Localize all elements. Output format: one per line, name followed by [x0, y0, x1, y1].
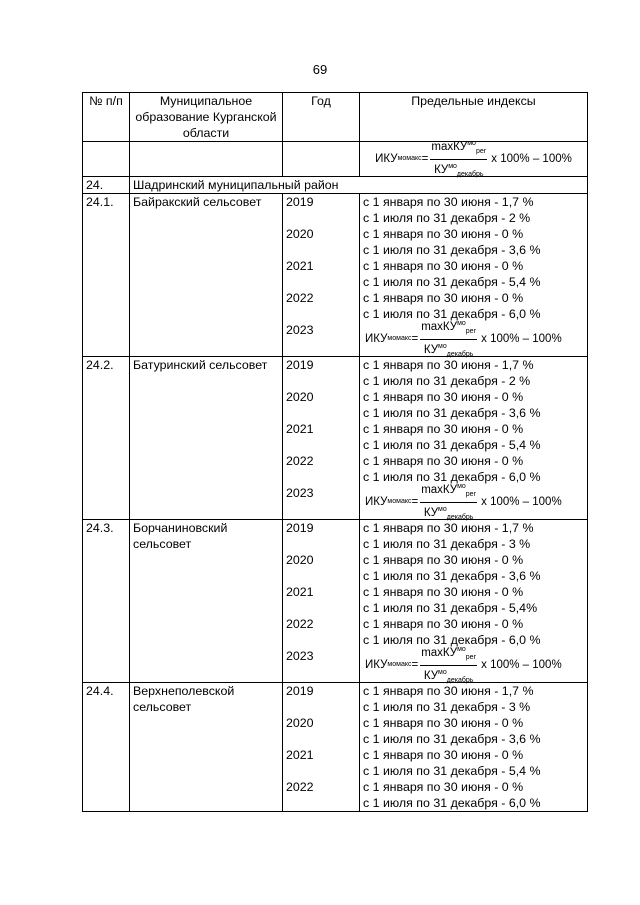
index-line: с 1 июля по 31 декабря - 3,6 %	[363, 406, 541, 420]
table-row	[83, 683, 588, 812]
row-indices	[360, 683, 588, 812]
year-cell: 2020	[286, 553, 314, 567]
row-municipality: Борчаниновский сельсовет	[130, 520, 283, 683]
index-line: с 1 июля по 31 декабря - 3,6 %	[363, 243, 541, 257]
year-cell: 2019	[286, 358, 314, 372]
row-indices	[360, 194, 588, 357]
index-line: с 1 января по 30 июня - 0 %	[363, 227, 524, 241]
index-line: с 1 января по 30 июня - 0 %	[363, 454, 524, 468]
index-line: с 1 июля по 31 декабря - 5,4 %	[363, 438, 541, 452]
index-line: с 1 января по 30 июня - 0 %	[363, 422, 524, 436]
index-line: с 1 июля по 31 декабря - 3,6 %	[363, 732, 541, 746]
row-num: 24.4.	[83, 683, 130, 812]
index-line: с 1 января по 30 июня - 0 %	[363, 390, 524, 404]
section-row	[83, 177, 588, 194]
formula-row	[83, 142, 588, 177]
row-years	[283, 357, 360, 520]
table-row	[83, 194, 588, 357]
indices-table	[82, 92, 588, 812]
year-cell: 2022	[286, 780, 314, 794]
row-municipality: Верхнеполевской сельсовет	[130, 683, 283, 812]
index-line: с 1 января по 30 июня - 1,7 %	[363, 684, 534, 698]
year-cell: 2023	[286, 323, 314, 337]
formula: ИКУ мо макс = $\frac{\max КУ^{мо}_{рег}}{КУ^{мо}_{декабрь}}$ x 100% – 100%	[363, 648, 584, 682]
index-line: с 1 июля по 31 декабря - 3 %	[363, 537, 531, 551]
year-cell: 2019	[286, 195, 314, 209]
row-municipality: Байракский сельсовет	[130, 194, 283, 357]
row-num: 24.2.	[83, 357, 130, 520]
row-municipality: Батуринский сельсовет	[130, 357, 283, 520]
index-line: с 1 января по 30 июня - 0 %	[363, 748, 524, 762]
index-line: с 1 января по 30 июня - 0 %	[363, 291, 524, 305]
index-line: с 1 июля по 31 декабря - 2 %	[363, 211, 531, 225]
header-municipality: Муниципальное образование Курганской области	[130, 93, 283, 142]
row-num: 24.3.	[83, 520, 130, 683]
row-num: 24.1.	[83, 194, 130, 357]
year-cell: 2020	[286, 390, 314, 404]
year-cell: 2021	[286, 585, 314, 599]
header-num: № п/п	[83, 93, 130, 142]
index-line: с 1 июля по 31 декабря - 6,0 %	[363, 470, 541, 484]
index-line: с 1 января по 30 июня - 1,7 %	[363, 521, 534, 535]
index-line: с 1 января по 30 июня - 0 %	[363, 617, 524, 631]
year-cell: 2021	[286, 422, 314, 436]
index-line: с 1 июля по 31 декабря - 5,4 %	[363, 764, 541, 778]
index-line: с 1 июля по 31 декабря - 2 %	[363, 374, 531, 388]
year-cell: 2022	[286, 454, 314, 468]
year-cell: 2022	[286, 291, 314, 305]
index-line: с 1 января по 30 июня - 0 %	[363, 553, 524, 567]
table-header-row	[83, 93, 588, 142]
index-line: с 1 января по 30 июня - 0 %	[363, 780, 524, 794]
row-indices	[360, 357, 588, 520]
index-line: с 1 января по 30 июня - 0 %	[363, 585, 524, 599]
year-cell: 2023	[286, 486, 314, 500]
table-row	[83, 520, 588, 683]
year-cell: 2021	[286, 748, 314, 762]
index-line: с 1 июля по 31 декабря - 6,0 %	[363, 796, 541, 810]
page-number: 69	[312, 62, 328, 77]
index-line: с 1 июля по 31 декабря - 6,0 %	[363, 307, 541, 321]
formula: ИКУ мо макс = $\frac{\max КУ^{мо}_{рег}}{КУ^{мо}_{декабрь}}$ x 100% – 100%	[363, 485, 584, 519]
index-line: с 1 июля по 31 декабря - 5,4%	[363, 601, 538, 615]
index-line: с 1 июля по 31 декабря - 5,4 %	[363, 275, 541, 289]
index-line: с 1 января по 30 июня - 0 %	[363, 716, 524, 730]
header-year: Год	[283, 93, 360, 142]
table-row	[83, 357, 588, 520]
index-line: с 1 июля по 31 декабря - 6,0 %	[363, 633, 541, 647]
index-line: с 1 января по 30 июня - 1,7 %	[363, 358, 534, 372]
section-num: 24.	[83, 177, 130, 194]
section-title: Шадринский муниципальный район	[130, 177, 588, 194]
year-cell: 2023	[286, 649, 314, 663]
row-years	[283, 520, 360, 683]
year-cell: 2020	[286, 227, 314, 241]
year-cell: 2021	[286, 259, 314, 273]
year-cell: 2020	[286, 716, 314, 730]
index-line: с 1 июля по 31 декабря - 3,6 %	[363, 569, 541, 583]
formula: ИКУ мо макс = $\frac{\max КУ^{мо}_{рег}}{КУ^{мо}_{декабрь}}$ x 100% – 100%	[363, 142, 584, 176]
index-line: с 1 января по 30 июня - 1,7 %	[363, 195, 534, 209]
year-cell: 2019	[286, 521, 314, 535]
index-line: с 1 января по 30 июня - 0 %	[363, 259, 524, 273]
row-years	[283, 683, 360, 812]
row-indices	[360, 520, 588, 683]
formula: ИКУ мо макс = $\frac{\max КУ^{мо}_{рег}}{КУ^{мо}_{декабрь}}$ x 100% – 100%	[363, 322, 584, 356]
year-cell: 2019	[286, 684, 314, 698]
index-line: с 1 июля по 31 декабря - 3 %	[363, 700, 531, 714]
row-years	[283, 194, 360, 357]
year-cell: 2022	[286, 617, 314, 631]
header-indices: Предельные индексы	[360, 93, 588, 142]
